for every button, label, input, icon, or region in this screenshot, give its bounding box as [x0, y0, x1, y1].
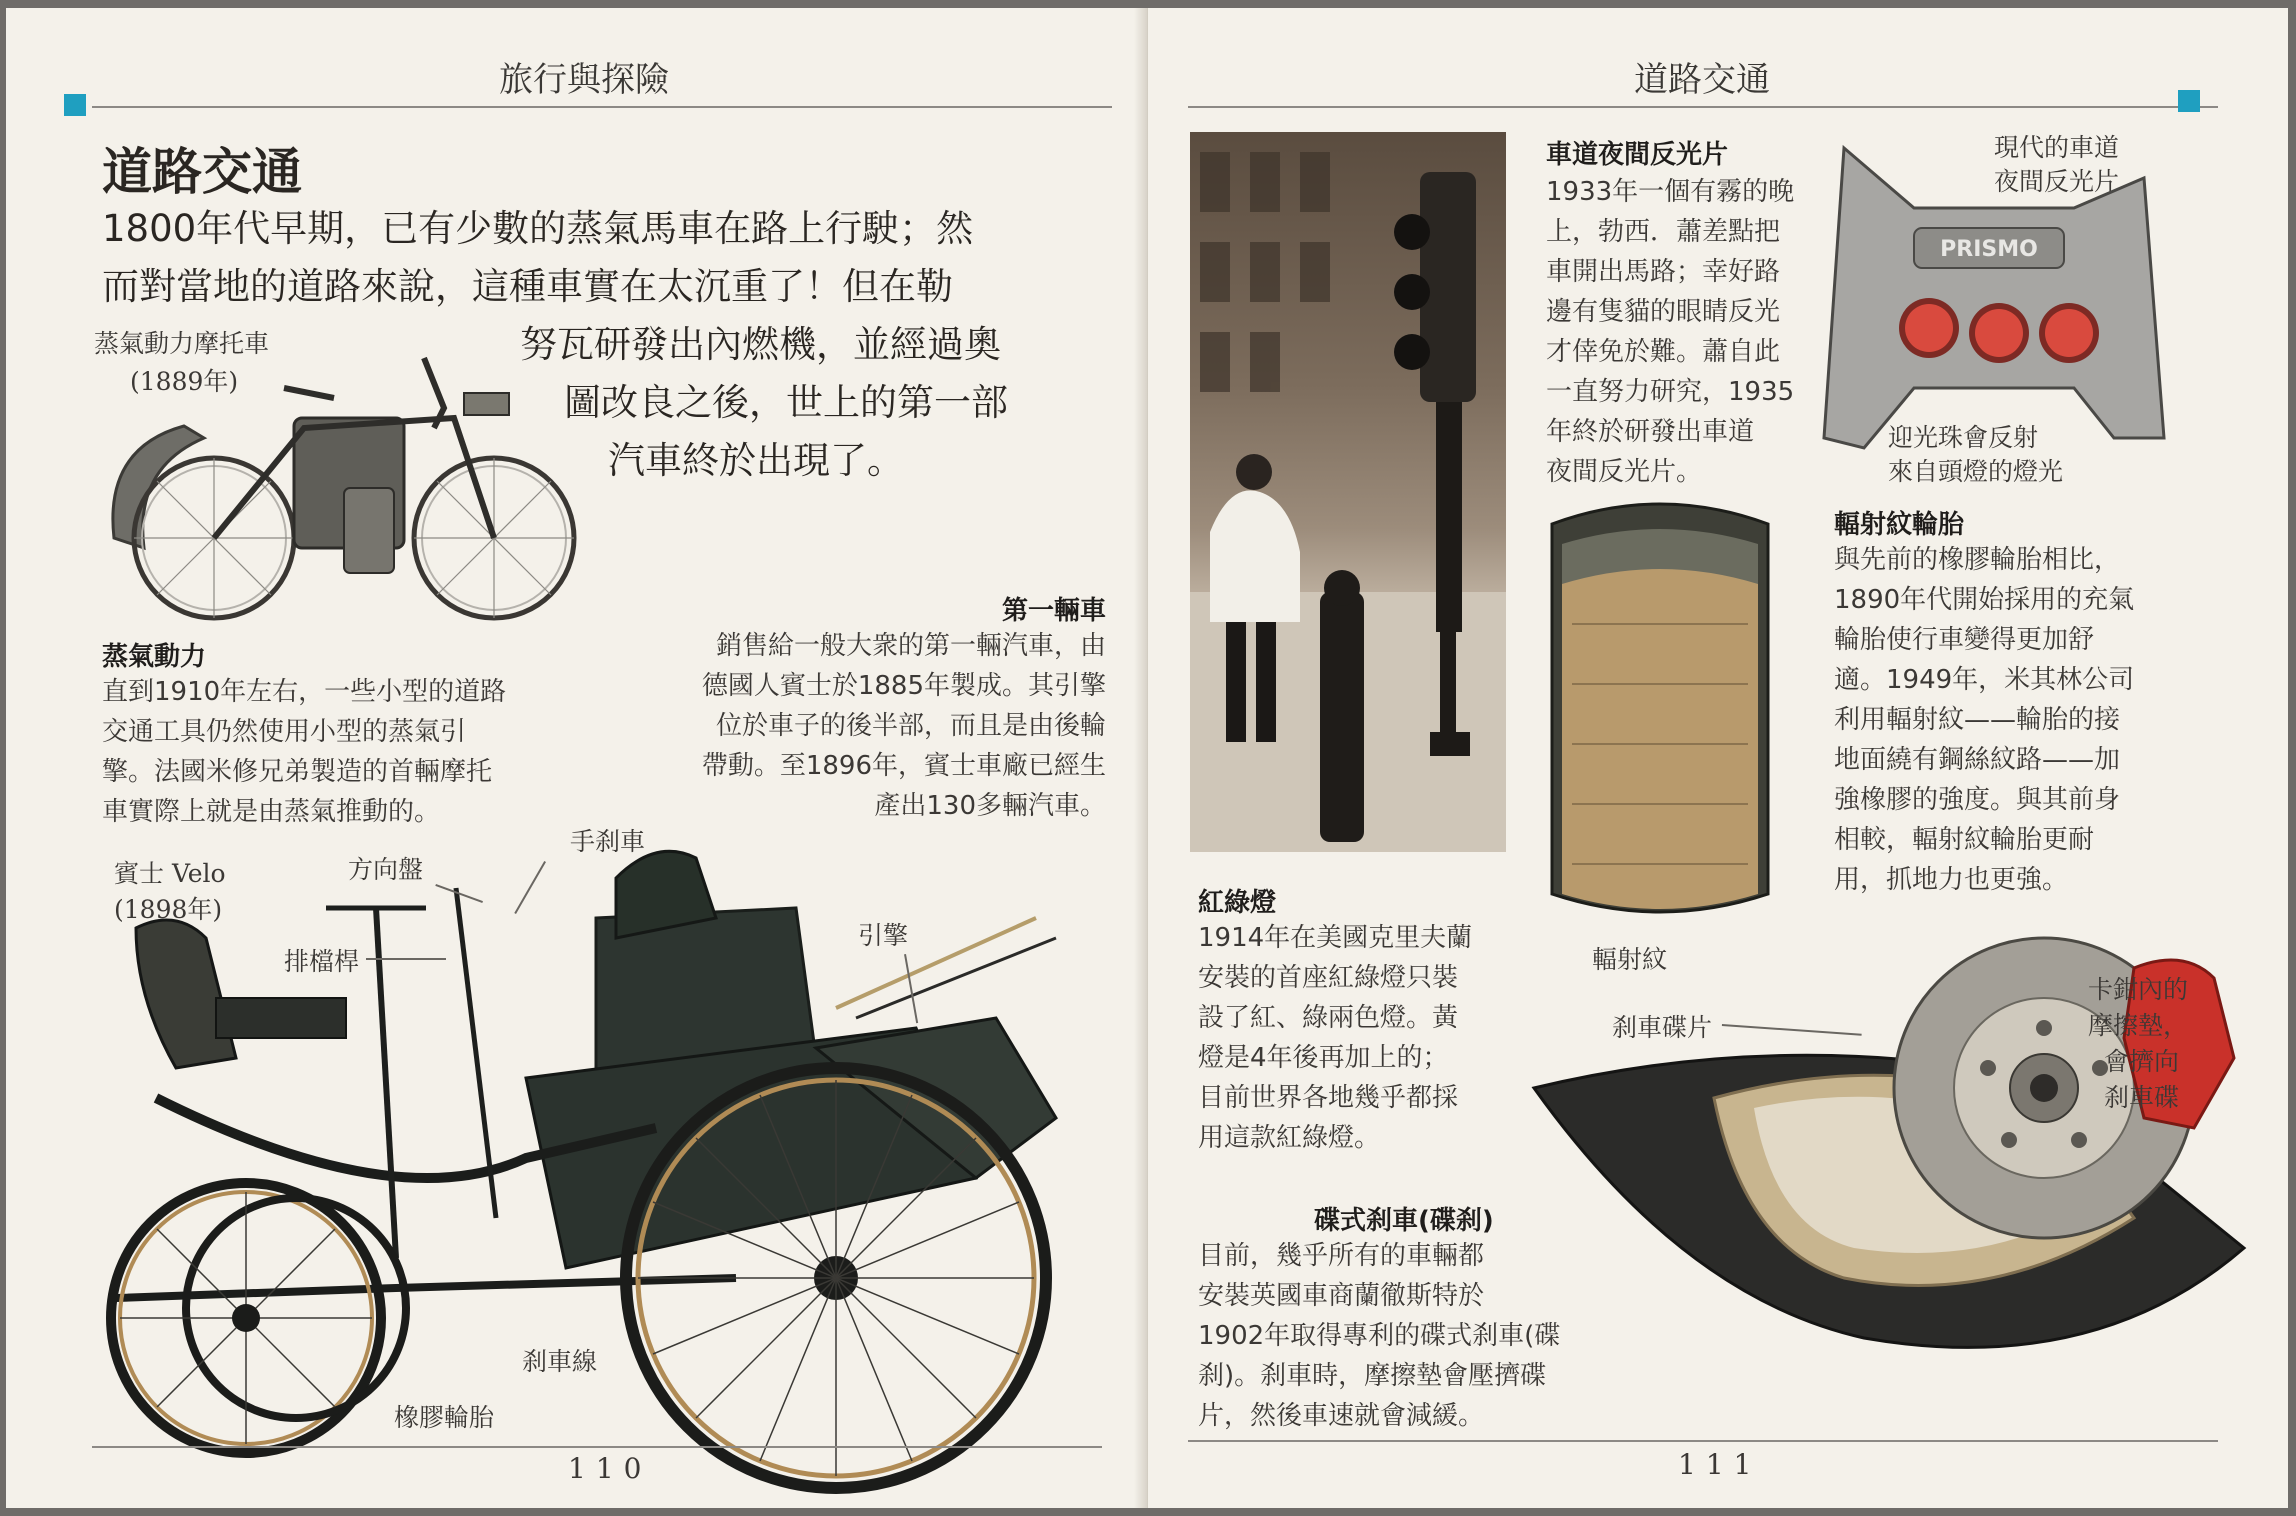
intro-line-2: 而對當地的道路來說，這種車實在太沉重了！但在勒 — [102, 265, 953, 308]
brake-disc-label: 刹車碟片 — [1612, 1013, 1713, 1042]
modern-reflector-label: 夜間反光片 — [1994, 167, 2120, 196]
radial-body-line: 用，抓地力也更強。 — [1834, 865, 2069, 895]
radial-tire-photo — [1542, 494, 1778, 920]
first-car-body-line: 銷售給一般大衆的第一輛汽車，由 — [715, 631, 1106, 661]
traffic-light-body-line: 設了紅、綠兩色燈。黃 — [1198, 1003, 1459, 1033]
traffic-light-body-line: 目前世界各地幾乎都採 — [1198, 1083, 1459, 1113]
traffic-light-body-line: 安裝的首座紅綠燈只裝 — [1198, 963, 1459, 993]
radial-heading: 輻射紋輪胎 — [1834, 510, 1965, 540]
disc-brake-body-line: 片，然後車速就會減緩。 — [1198, 1401, 1485, 1431]
radial-body-line: 強橡膠的強度。與其前身 — [1834, 785, 2121, 815]
label-rubber-tire: 橡膠輪胎 — [394, 1403, 495, 1432]
reflector-beads-label: 來自頭燈的燈光 — [1888, 457, 2064, 486]
reflector-heading: 車道夜間反光片 — [1546, 140, 1729, 170]
traffic-light-body-line: 用這款紅綠燈。 — [1198, 1123, 1381, 1153]
page-number-right: 111 — [1678, 1448, 1762, 1481]
right-page — [1148, 8, 2288, 1508]
leader-line — [366, 958, 446, 960]
label-engine: 引擎 — [858, 921, 909, 950]
traffic-light-body-line: 1914年在美國克里夫蘭 — [1198, 923, 1473, 953]
header-rule — [92, 106, 1112, 108]
label-brake-cable: 刹車線 — [522, 1347, 598, 1376]
reflector-body-line: 邊有隻貓的眼睛反光 — [1546, 297, 1781, 327]
traffic-light-body-line: 燈是4年後再加上的； — [1198, 1043, 1449, 1073]
right-running-header: 道路交通 — [1634, 60, 1770, 100]
footer-rule — [1188, 1440, 2218, 1442]
header-rule — [1188, 106, 2218, 108]
reflector-body-line: 一直努力研究，1935 — [1546, 377, 1795, 407]
label-steering-wheel: 方向盤 — [348, 855, 424, 884]
caliper-label: 摩擦墊， — [2088, 1011, 2189, 1040]
reflector-body-line: 上，勃西．蕭差點把 — [1546, 217, 1781, 247]
page-title: 道路交通 — [102, 143, 302, 201]
steam-body-line: 交通工具仍然使用小型的蒸氣引 — [102, 717, 467, 747]
radial-label: 輻射紋 — [1592, 945, 1668, 974]
disc-brake-body-line: 安裝英國車商蘭徹斯特於 — [1198, 1281, 1485, 1311]
steam-motorcycle-illustration — [94, 348, 594, 628]
first-car-body-line: 產出130多輛汽車。 — [874, 791, 1106, 821]
motorcycle-label: 蒸氣動力摩托車 — [94, 329, 270, 358]
disc-brake-body-line: 1902年取得專利的碟式刹車(碟 — [1198, 1321, 1561, 1351]
footer-rule — [92, 1446, 1102, 1448]
disc-brake-body-line: 目前，幾乎所有的車輛都 — [1198, 1241, 1485, 1271]
disc-brake-body-line: 刹)。刹車時，摩擦墊會壓擠碟 — [1198, 1361, 1547, 1391]
car-caption-year: (1898年) — [114, 895, 223, 924]
traffic-light-photo — [1190, 132, 1506, 852]
caliper-label: 卡鉗內的 — [2088, 975, 2189, 1004]
steam-body-line: 擎。法國米修兄弟製造的首輛摩托 — [102, 757, 493, 787]
first-car-body-line: 位於車子的後半部，而且是由後輪 — [715, 711, 1106, 741]
page-number-left: 110 — [568, 1452, 652, 1485]
first-car-body-line: 德國人賓士於1885年製成。其引擎 — [701, 671, 1106, 701]
reflector-body-line: 夜間反光片。 — [1546, 457, 1703, 487]
intro-line-4: 圖改良之後，世上的第一部 — [564, 381, 1008, 424]
modern-reflector-label: 現代的車道 — [1994, 133, 2120, 162]
reflector-body-line: 車開出馬路；幸好路 — [1546, 257, 1781, 287]
caliper-label: 會擠向 — [2104, 1047, 2180, 1076]
radial-body-line: 與先前的橡膠輪胎相比， — [1834, 545, 2121, 575]
first-car-heading: 第一輛車 — [1001, 596, 1106, 626]
label-handbrake: 手刹車 — [570, 827, 646, 856]
intro-line-3: 努瓦研發出內燃機，並經過奧 — [520, 323, 1001, 366]
radial-body-line: 相較，輻射紋輪胎更耐 — [1834, 825, 2095, 855]
section-marker-icon — [64, 94, 86, 116]
reflector-body-line: 年終於研發出車道 — [1546, 417, 1755, 447]
car-caption: 賓士 Velo — [114, 859, 226, 888]
caliper-label: 刹車碟 — [2104, 1083, 2180, 1112]
radial-body-line: 利用輻射紋——輪胎的接 — [1834, 705, 2121, 735]
motorcycle-year: (1889年) — [130, 367, 239, 396]
disc-brake-heading: 碟式刹車(碟刹) — [1314, 1206, 1494, 1236]
section-marker-icon — [2178, 90, 2200, 112]
steam-heading: 蒸氣動力 — [102, 642, 207, 672]
steam-body-line: 車實際上就是由蒸氣推動的。 — [102, 797, 441, 827]
benz-velo-illustration — [96, 798, 1126, 1478]
reflector-stamp: PRISMO — [1940, 237, 2038, 262]
left-page — [6, 8, 1148, 1508]
radial-body-line: 地面繞有鋼絲紋路——加 — [1834, 745, 2121, 775]
traffic-light-heading: 紅綠燈 — [1198, 888, 1277, 918]
steam-body-line: 直到1910年左右，一些小型的道路 — [102, 677, 507, 707]
radial-body-line: 1890年代開始採用的充氣 — [1834, 585, 2135, 615]
reflector-body-line: 1933年一個有霧的晚 — [1546, 177, 1795, 207]
first-car-body-line: 帶動。至1896年，賓士車廠已經生 — [701, 751, 1106, 781]
intro-line-5: 汽車終於出現了。 — [608, 439, 904, 482]
reflector-beads-label: 迎光珠會反射 — [1888, 423, 2039, 452]
label-gear-lever: 排檔桿 — [284, 947, 360, 976]
left-running-header: 旅行與探險 — [499, 60, 669, 100]
intro-line-1: 1800年代早期，已有少數的蒸氣馬車在路上行駛；然 — [102, 207, 974, 250]
radial-body-line: 輪胎使行車變得更加舒 — [1834, 625, 2095, 655]
reflector-body-line: 才倖免於難。蕭自此 — [1546, 337, 1781, 367]
radial-body-line: 適。1949年，米其林公司 — [1834, 665, 2135, 695]
